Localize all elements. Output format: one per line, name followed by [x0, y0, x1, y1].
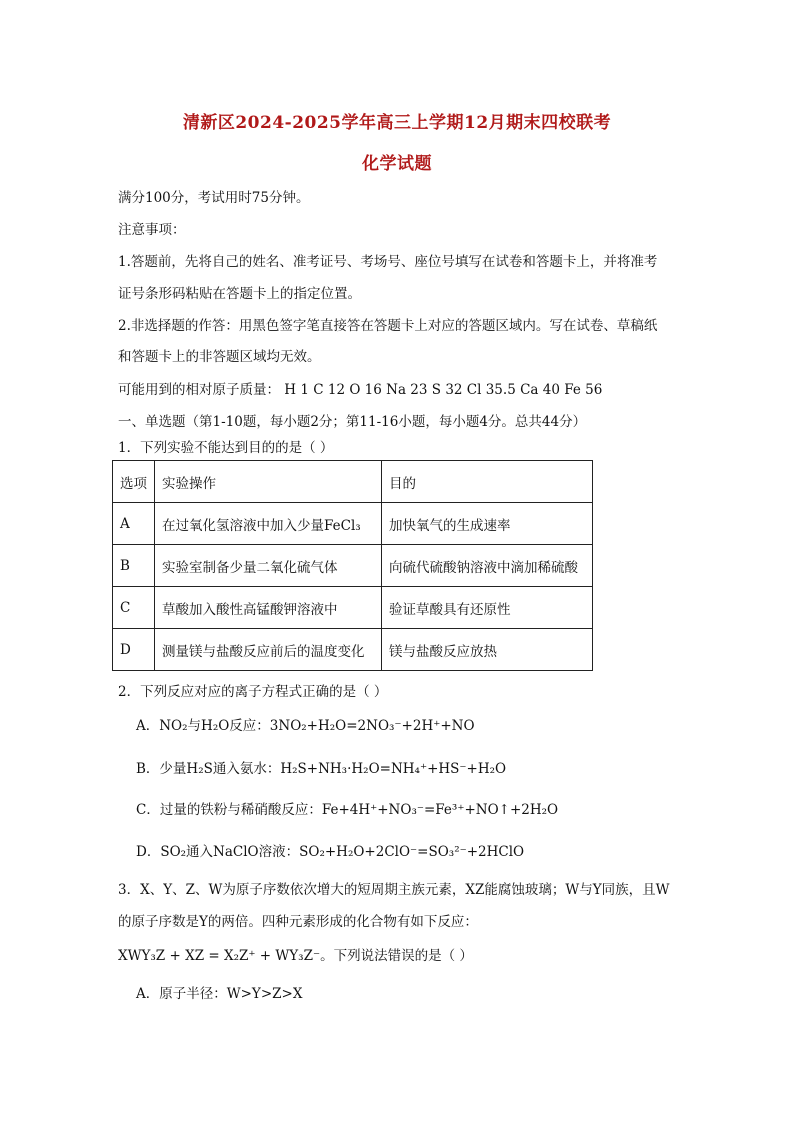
- exam-subject: 化学试题: [362, 154, 432, 174]
- section1-heading: 一、单选题（第1-10题，每小题2分；第11-16小题，每小题4分。总共44分）: [118, 414, 587, 430]
- table-cell-operation: 草酸加入酸性高锰酸钾溶液中: [155, 587, 382, 629]
- q3-option-a: A．原子半径：W>Y>Z>X: [136, 986, 303, 1002]
- note1-line2: 证号条形码粘贴在答题卡上的指定位置。: [118, 286, 361, 302]
- table-cell-goal: 向硫代硫酸钠溶液中滴加稀硫酸: [382, 545, 593, 587]
- table-row: [113, 629, 593, 671]
- table-row: [113, 545, 593, 587]
- table-header-cell: 选项: [113, 461, 155, 503]
- table-header-row: [113, 461, 593, 503]
- q3-stem-line2: 的原子序数是Y的两倍。四种元素形成的化合物有如下反应：: [118, 914, 478, 930]
- q2-option-a: A．NO₂与H₂O反应：3NO₂+H₂O=2NO₃⁻+2H⁺+NO: [136, 718, 475, 734]
- exam-title: 清新区2024-2025学年高三上学期12月期末四校联考: [182, 113, 612, 133]
- q1-table: [112, 460, 593, 671]
- table-header-cell: 目的: [382, 461, 593, 503]
- score-time-text: 满分100分，考试用时75分钟。: [118, 190, 310, 206]
- q1-stem: 1．下列实验不能达到目的的是（ ）: [118, 440, 334, 456]
- table-cell-operation: 测量镁与盐酸反应前后的温度变化: [155, 629, 382, 671]
- table-cell-goal: 镁与盐酸反应放热: [382, 629, 593, 671]
- table-cell-goal: 验证草酸具有还原性: [382, 587, 593, 629]
- table-cell-operation: 实验室制备少量二氧化硫气体: [155, 545, 382, 587]
- q2-option-b: B．少量H₂S通入氨水：H₂S+NH₃·H₂O=NH₄⁺+HS⁻+H₂O: [136, 761, 507, 777]
- table-cell-option: C: [113, 587, 155, 629]
- notice-heading: 注意事项：: [118, 222, 186, 238]
- table-row: [113, 503, 593, 545]
- table-row: [113, 587, 593, 629]
- q2-option-c: C．过量的铁粉与稀硝酸反应：Fe+4H⁺+NO₃⁻=Fe³⁺+NO↑+2H₂O: [136, 802, 559, 818]
- table-header-cell: 实验操作: [155, 461, 382, 503]
- table-cell-option: A: [113, 503, 155, 545]
- q2-stem: 2．下列反应对应的离子方程式正确的是（ ）: [118, 684, 388, 700]
- q3-stem-line3: XWY₃Z + XZ = X₂Z⁺ + WY₃Z⁻。下列说法错误的是（ ）: [118, 948, 473, 964]
- table-cell-goal: 加快氧气的生成速率: [382, 503, 593, 545]
- table-cell-option: B: [113, 545, 155, 587]
- atomic-masses: 可能用到的相对原子质量： H 1 C 12 O 16 Na 23 S 32 Cl 35.5 Ca 40 Fe 56: [118, 382, 603, 398]
- note2-line2: 和答题卡上的非答题区域均无效。: [118, 349, 321, 365]
- table-cell-operation: 在过氧化氢溶液中加入少量FeCl₃: [155, 503, 382, 545]
- q2-option-d: D．SO₂通入NaClO溶液：SO₂+H₂O+2ClO⁻=SO₃²⁻+2HClO: [136, 844, 525, 860]
- q3-stem-line1: 3．X、Y、Z、W为原子序数依次增大的短周期主族元素，XZ能腐蚀玻璃；W与Y同族，且W: [118, 882, 670, 898]
- table-cell-option: D: [113, 629, 155, 671]
- note2-line1: 2.非选择题的作答：用黑色签字笔直接答在答题卡上对应的答题区域内。写在试卷、草稿纸: [118, 318, 658, 334]
- note1-line1: 1.答题前，先将自己的姓名、准考证号、考场号、座位号填写在试卷和答题卡上，并将准考: [118, 254, 658, 270]
